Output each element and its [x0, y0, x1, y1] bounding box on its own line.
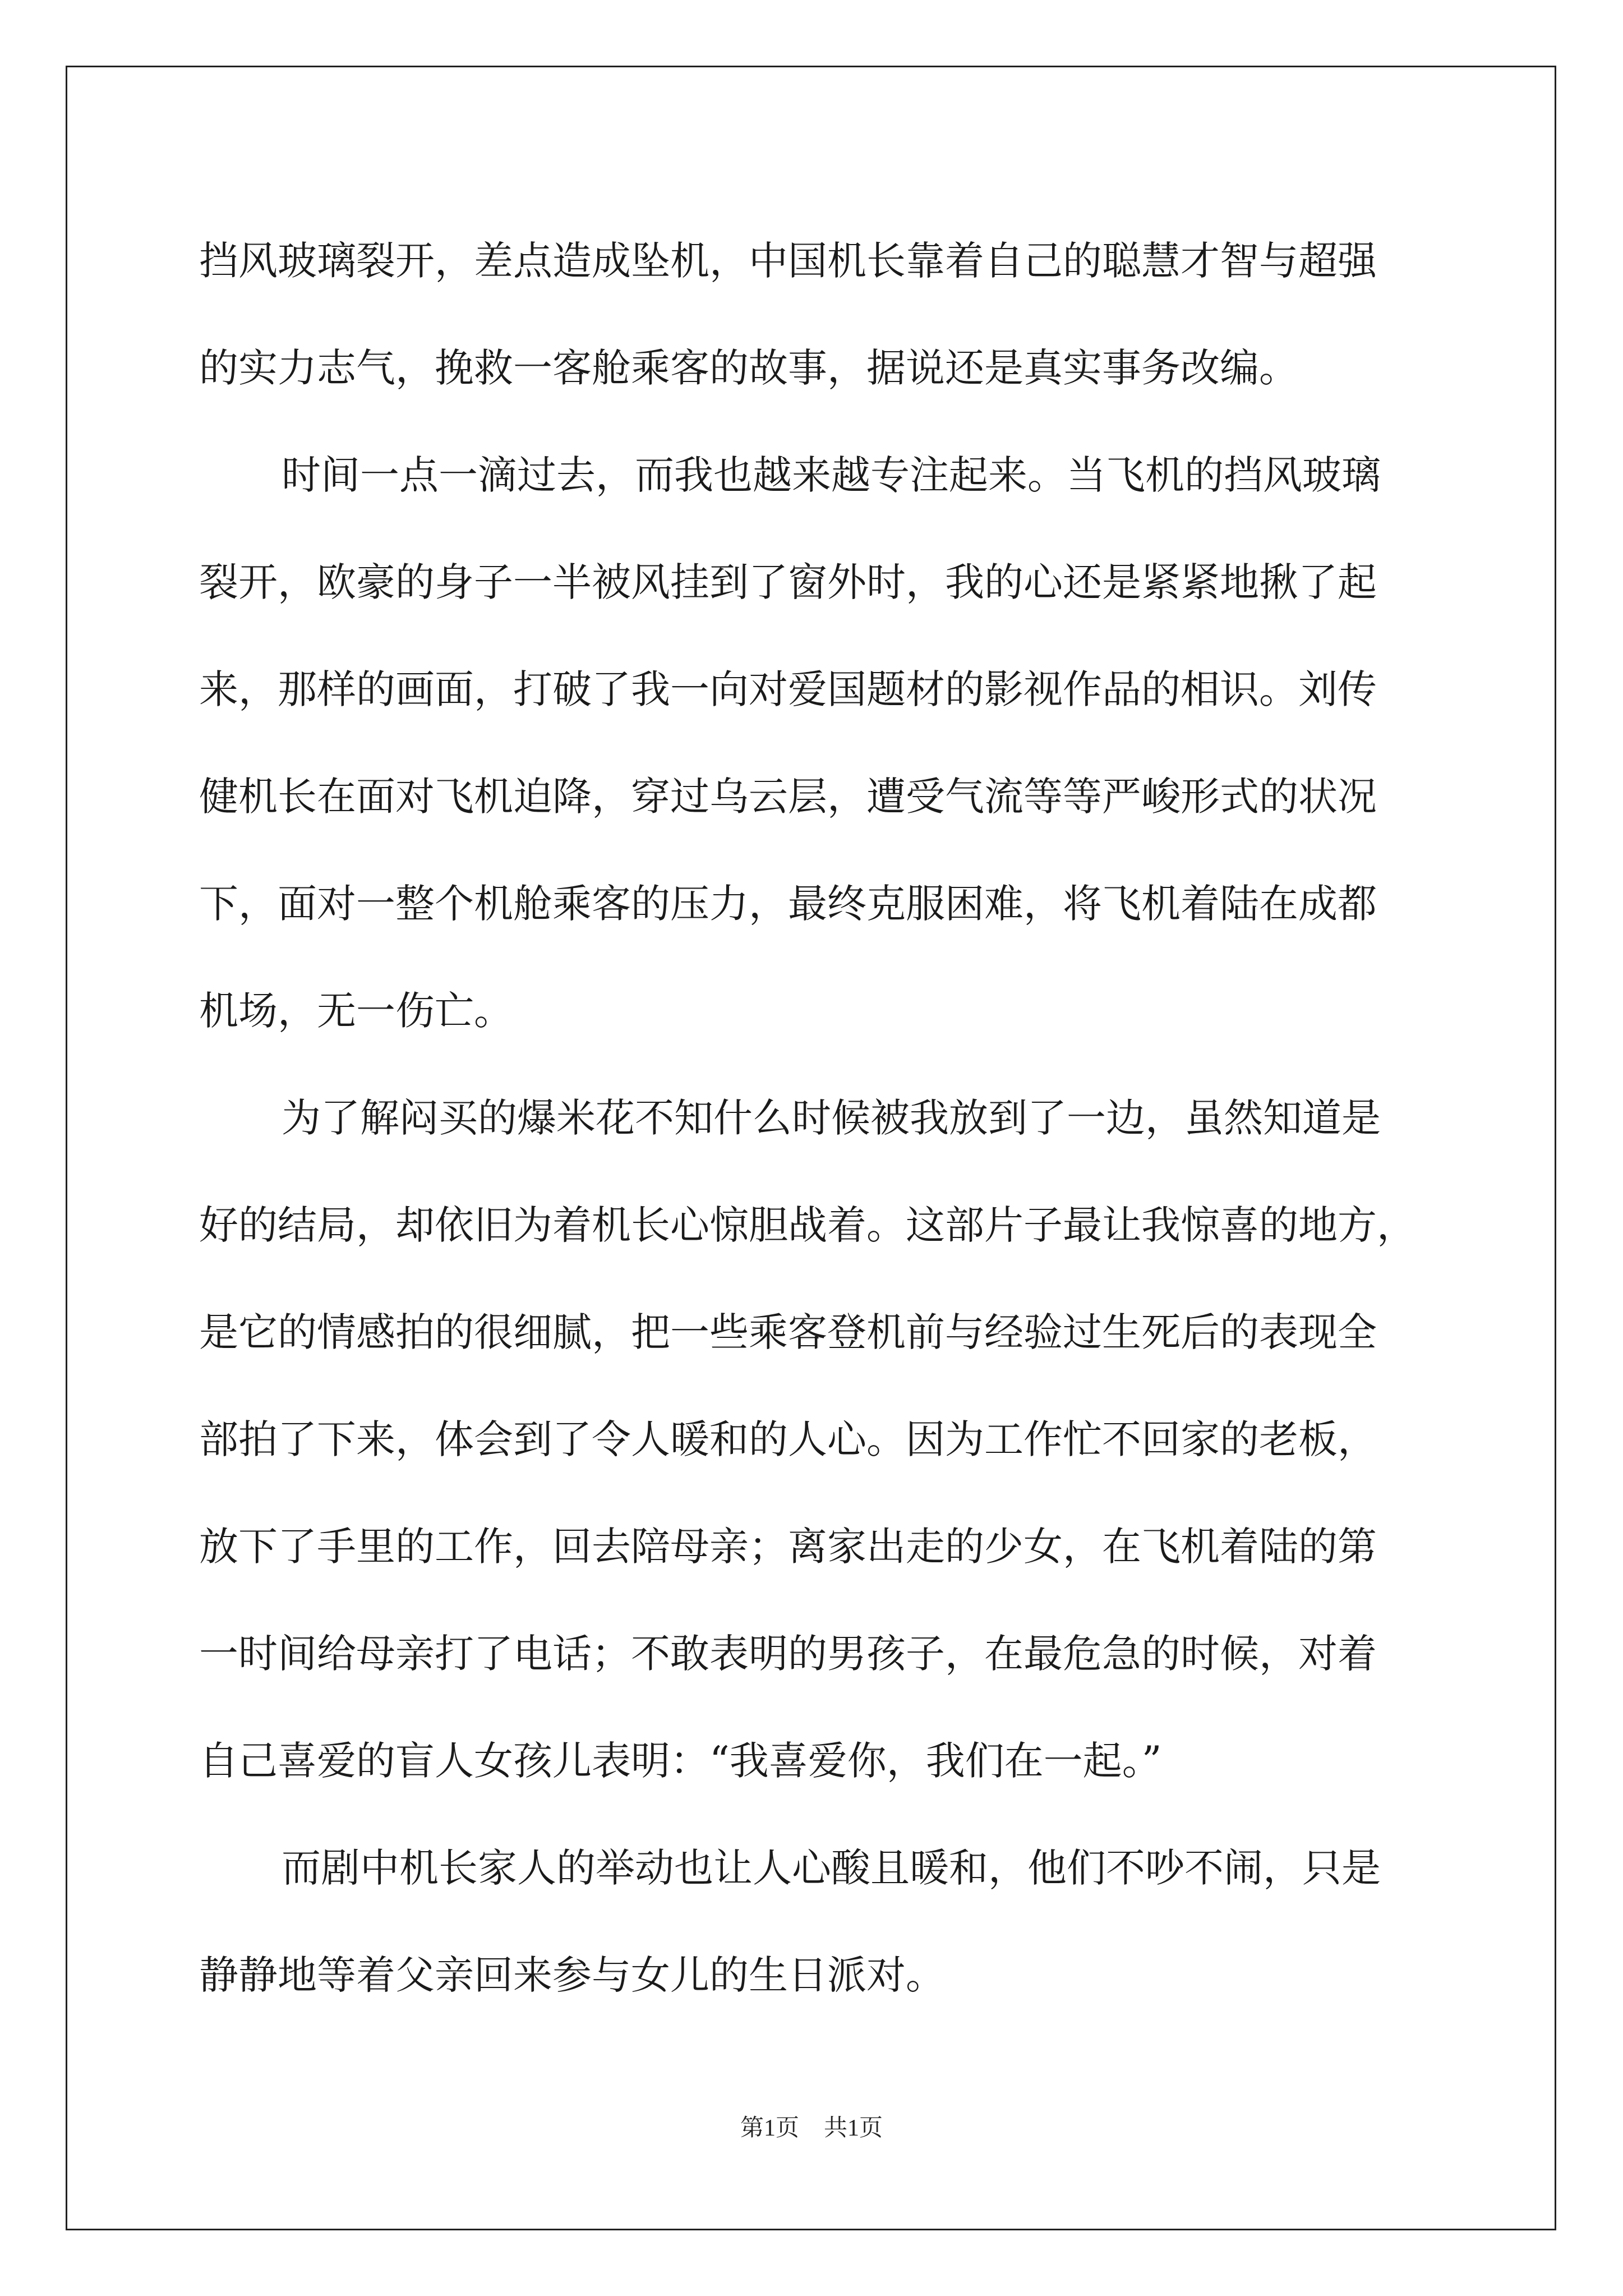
text-line: 来，那样的画面，打破了我一向对爱国题材的影视作品的相识。刘传: [199, 666, 1377, 712]
page-footer: [0, 2109, 1623, 2143]
document-body: [199, 208, 1433, 2029]
paragraph-start-line: 时间一点一滴过去，而我也越来越专注起来。当飞机的挡风玻璃: [282, 452, 1381, 498]
text-line: 挡风玻璃裂开，差点造成坠机，中国机长靠着自己的聪慧才智与超强: [199, 238, 1377, 284]
paragraph-start-line: 而剧中机长家人的举动也让人心酸且暖和，他们不吵不闹，只是: [282, 1845, 1381, 1891]
text-line: 静静地等着父亲回来参与女儿的生日派对。: [199, 1952, 945, 1998]
text-line: 下，面对一整个机舱乘客的压力，最终克服困难，将飞机着陆在成都: [199, 881, 1377, 927]
text-line: 裂开，欧豪的身子一半被风挂到了窗外时，我的心还是紧紧地揪了起: [199, 559, 1377, 605]
text-line: 自己喜爱的盲人女孩儿表明：“我喜爱你，我们在一起。”: [199, 1738, 1162, 1784]
text-line: 好的结局，却依旧为着机长心惊胆战着。这部片子最让我惊喜的地方，: [199, 1202, 1416, 1248]
page-total: 共1页: [824, 2115, 883, 2141]
text-line: 健机长在面对飞机迫降，穿过乌云层，遭受气流等等严峻形式的状况: [199, 774, 1377, 820]
text-line: 放下了手里的工作，回去陪母亲；离家出走的少女，在飞机着陆的第: [199, 1524, 1377, 1570]
paragraph-start-line: 为了解闷买的爆米花不知什么时候被我放到了一边，虽然知道是: [282, 1095, 1381, 1141]
text-line: 部拍了下来，体会到了令人暖和的人心。因为工作忙不回家的老板，: [199, 1416, 1377, 1462]
text-line: 的实力志气，挽救一客舱乘客的故事，据说还是真实事务改编。: [199, 345, 1298, 391]
text-line: 一时间给母亲打了电话；不敢表明的男孩子，在最危急的时候，对着: [199, 1631, 1377, 1677]
text-line: 机场，无一伤亡。: [199, 988, 513, 1034]
text-line: 是它的情感拍的很细腻，把一些乘客登机前与经验过生死后的表现全: [199, 1309, 1377, 1355]
page-number: 第1页: [740, 2115, 799, 2141]
